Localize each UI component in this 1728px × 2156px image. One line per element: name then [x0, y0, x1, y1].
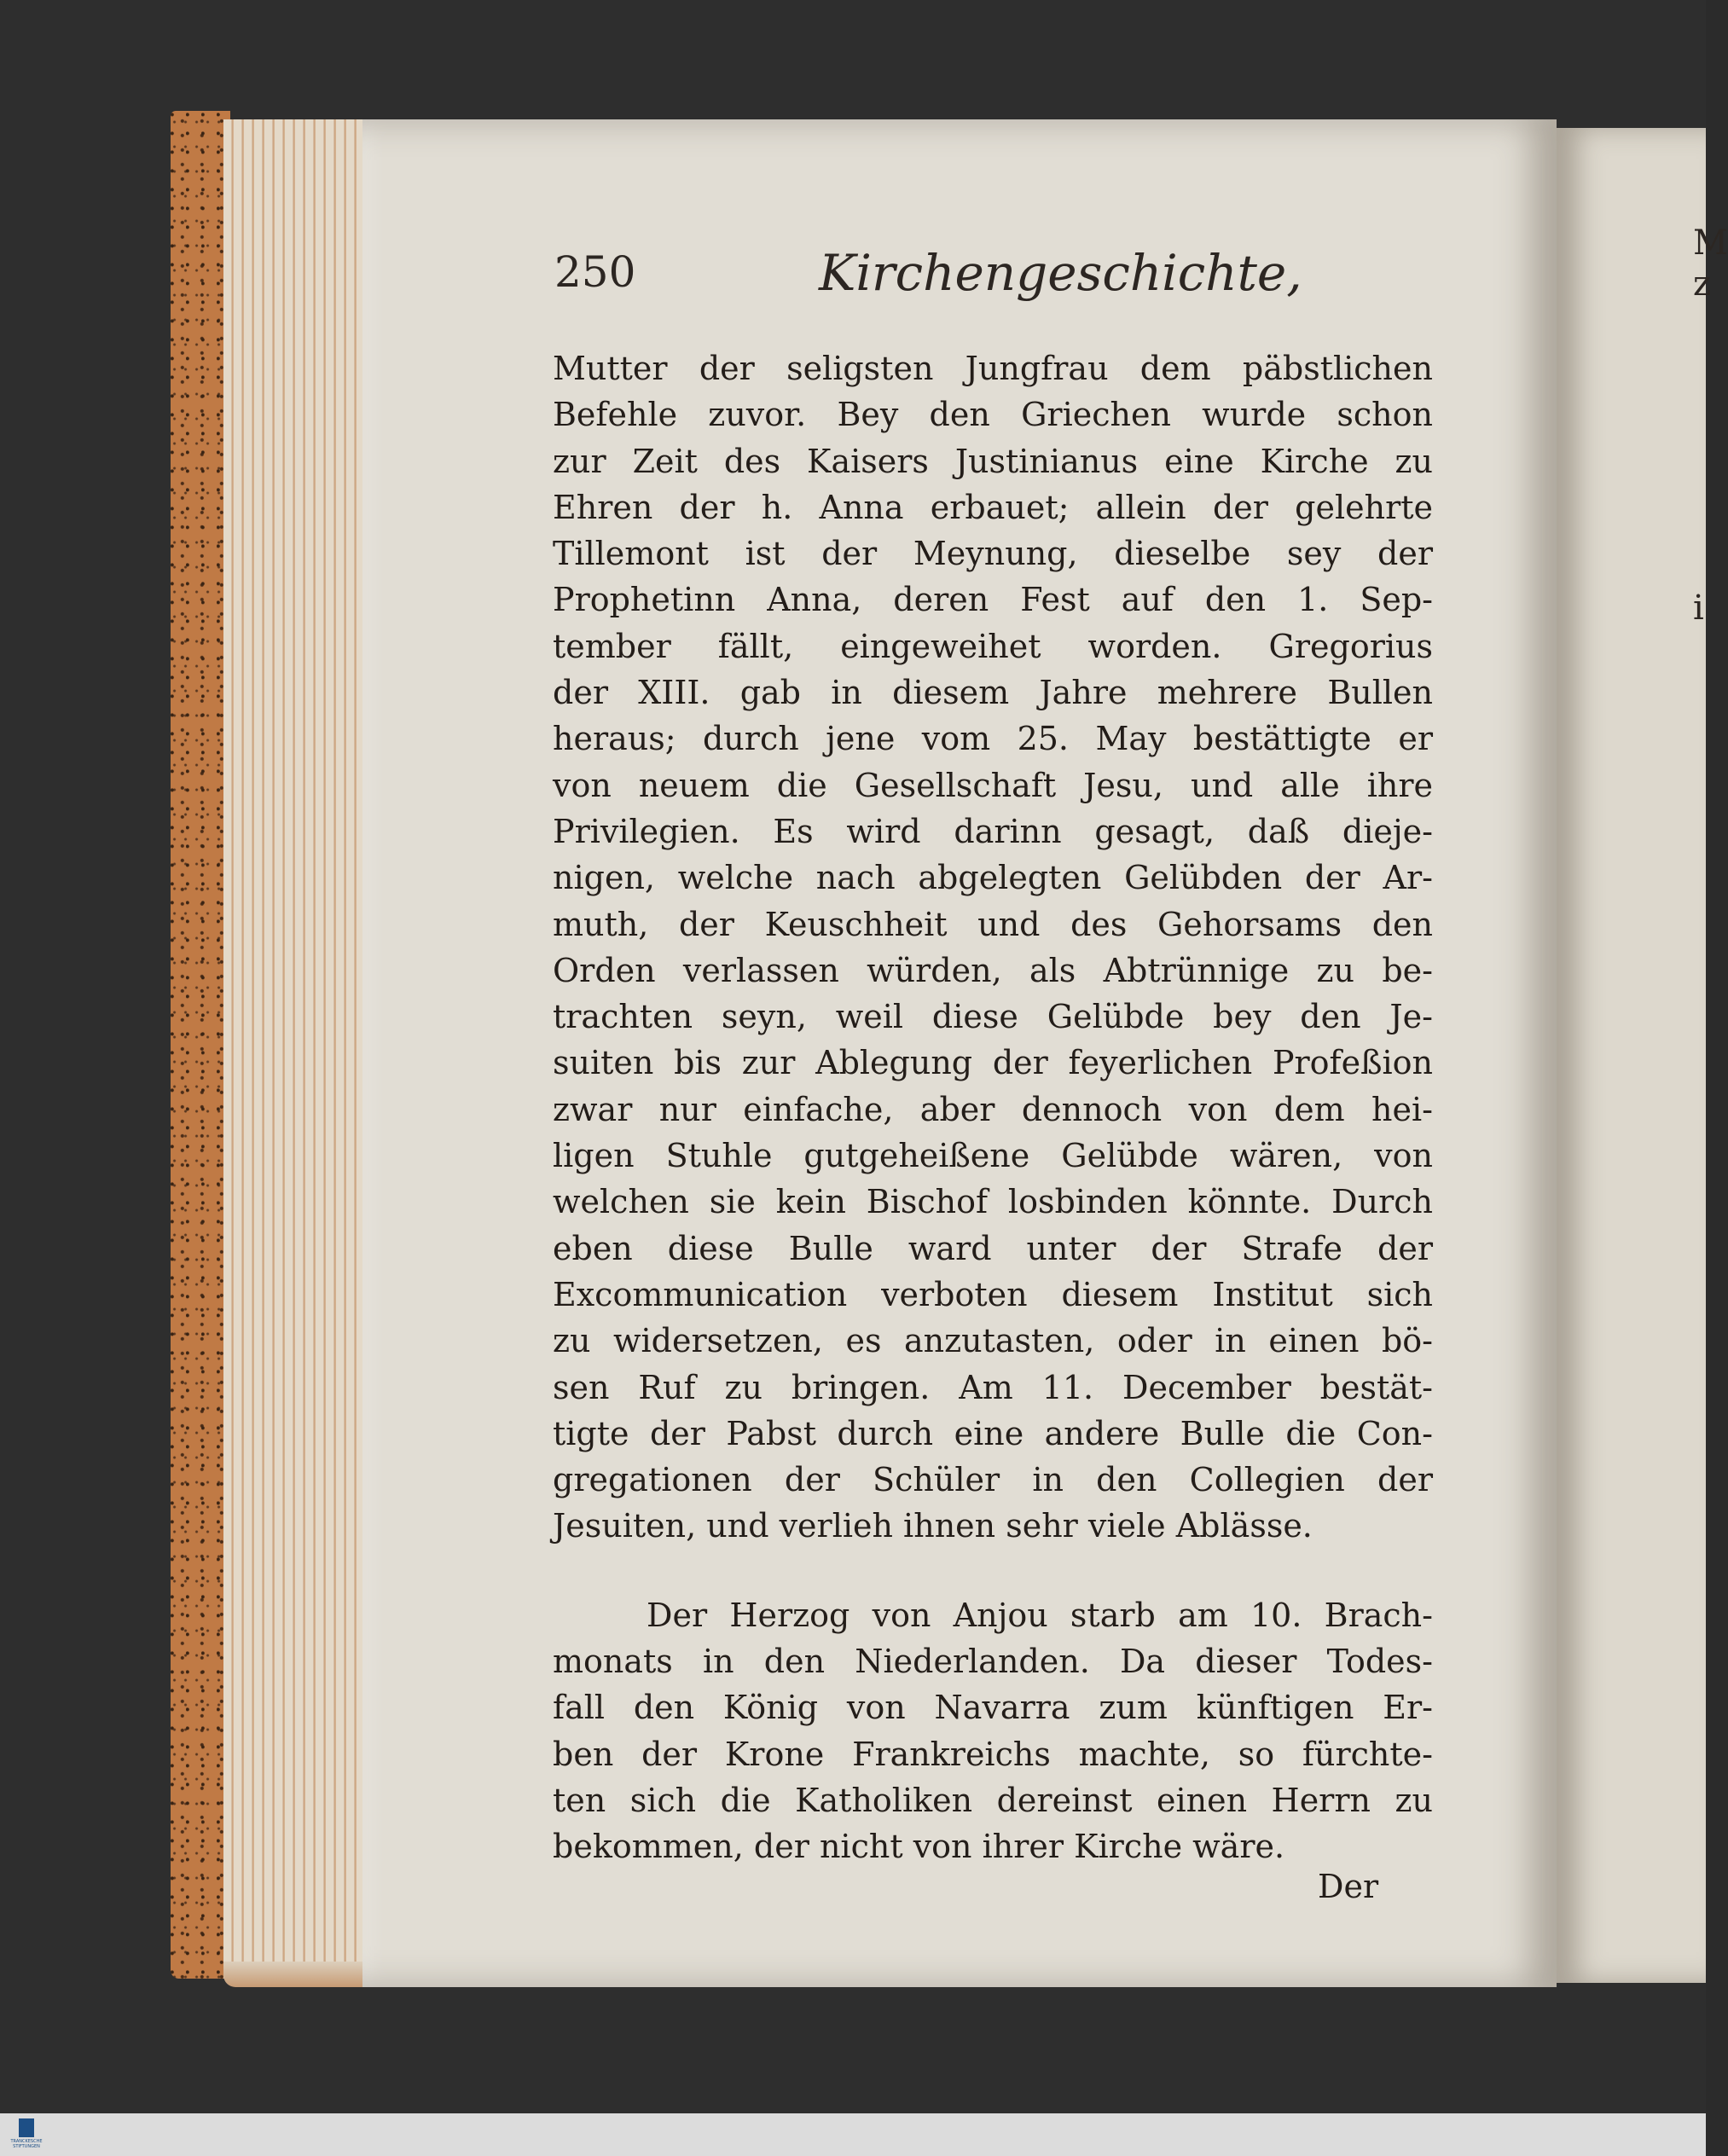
text-line: sen Ruf zu bringen. Am 11. December bestät-	[553, 1368, 1433, 1406]
text-line: ligen Stuhle gutgeheißene Gelübde wären, von	[553, 1137, 1433, 1175]
text-line: heraus; durch jene vom 25. May bestättigte er	[553, 720, 1433, 758]
text-line: nigen, welche nach abgelegten Gelübden der Ar-	[553, 859, 1433, 897]
text-line: zur Zeit des Kaisers Justinianus eine Kirche zu	[553, 442, 1433, 480]
catchword: Der	[1318, 1868, 1379, 1905]
running-title: Kirchengeschichte,	[819, 244, 1302, 302]
text-line: eben diese Bulle ward unter der Strafe der	[553, 1229, 1433, 1267]
right-page	[1557, 128, 1706, 1983]
text-line: muth, der Keuschheit und des Gehorsams den	[553, 905, 1433, 943]
right-page-fragment: z	[1693, 264, 1712, 304]
text-line: Orden verlassen würden, als Abtrünnige zu be-	[553, 951, 1433, 989]
text-line: von neuem die Gesellschaft Jesu, und alle ihre	[553, 766, 1433, 804]
text-line: monats in den Niederlanden. Da dieser Todes-	[553, 1643, 1433, 1681]
viewer-footer-bar	[0, 2113, 1706, 2156]
right-page-fragment: M	[1693, 223, 1728, 263]
text-line: ben der Krone Frankreichs machte, so fürchte-	[553, 1735, 1433, 1773]
paragraph-gap	[553, 1550, 1433, 1592]
text-line: Tillemont ist der Meynung, dieselbe sey der	[553, 535, 1433, 573]
text-line: Der Herzog von Anjou starb am 10. Brach-	[647, 1596, 1433, 1634]
body-text	[553, 345, 1433, 1870]
text-line: suiten bis zur Ablegung der feyerlichen Profeßion	[553, 1044, 1433, 1082]
text-line: welchen sie kein Bischof losbinden könnte. Durch	[553, 1183, 1433, 1221]
text-line: trachten seyn, weil diese Gelübde bey den Je-	[553, 998, 1433, 1036]
text-line: bekommen, der nicht von ihrer Kirche wäre.	[553, 1828, 1285, 1866]
page-edges	[223, 119, 368, 1979]
text-line: tember fällt, eingeweihet worden. Gregorius	[553, 627, 1433, 665]
running-head	[554, 244, 1302, 307]
text-line: Befehle zuvor. Bey den Griechen wurde schon	[553, 396, 1433, 434]
text-line: zwar nur einfache, aber dennoch von dem hei-	[553, 1090, 1433, 1128]
library-logo	[7, 2118, 46, 2153]
library-logo-text: TRANCKESCHE STIFTUNGEN	[10, 2139, 43, 2149]
text-line: Privilegien. Es wird darinn gesagt, daß dieje-	[553, 812, 1433, 850]
text-line: Mutter der seligsten Jungfrau dem päbstlichen	[553, 350, 1433, 387]
text-line: fall den König von Navarra zum künftigen Er-	[553, 1689, 1433, 1727]
text-line: ten sich die Katholiken dereinst einen Herrn zu	[553, 1781, 1433, 1819]
library-logo-icon	[19, 2118, 34, 2137]
page-number: 250	[554, 247, 636, 297]
text-line: Jesuiten, und verlieh ihnen sehr viele Ablässe.	[553, 1507, 1313, 1545]
right-page-fragment: i	[1693, 588, 1704, 628]
text-line: der XIII. gab in diesem Jahre mehrere Bullen	[553, 674, 1433, 712]
text-line: tigte der Pabst durch eine andere Bulle die Con-	[553, 1414, 1433, 1452]
text-line: zu widersetzen, es anzutasten, oder in einen bö-	[553, 1322, 1433, 1360]
text-line: Prophetinn Anna, deren Fest auf den 1. Sep-	[553, 581, 1433, 619]
text-line: gregationen der Schüler in den Collegien der	[553, 1461, 1433, 1499]
text-line: Ehren der h. Anna erbauet; allein der gelehrte	[553, 488, 1433, 526]
text-line: Excommunication verboten diesem Institut sich	[553, 1275, 1433, 1313]
leather-binding	[171, 111, 230, 1979]
